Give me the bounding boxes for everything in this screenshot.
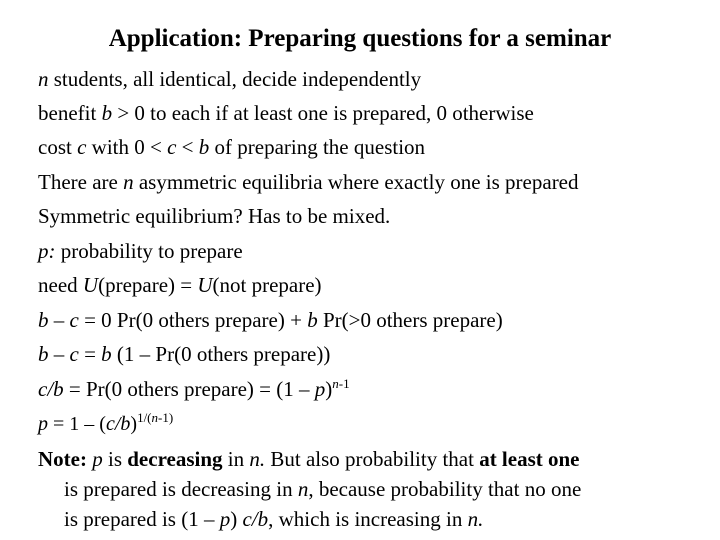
body-line-4: There are n asymmetric equilibria where exactly one is prepared xyxy=(38,170,579,194)
body-line-7: need U(prepare) = U(not prepare) xyxy=(38,273,322,297)
body-line-8: b – c = 0 Pr(0 others prepare) + b Pr(>0 others prepare) xyxy=(38,308,503,332)
body-line-10: c/b = Pr(0 others prepare) = (1 – p)$^{n-1}$ xyxy=(38,376,350,401)
slide-title: Application: Preparing questions for a seminar xyxy=(108,25,612,52)
body-line-3: cost c with 0 < c < b of preparing the question xyxy=(38,135,426,159)
body-line-9: b – c = b (1 – Pr(0 others prepare)) xyxy=(38,342,331,366)
body-line-6: p: probability to prepare xyxy=(38,239,243,263)
body-line-1: n students, all identical, decide independently xyxy=(38,67,422,91)
note-line-2: is prepared is decreasing in n, because probability that no one xyxy=(64,477,582,501)
note-line-1: Note: p is decreasing in n. But also probability that at least one xyxy=(38,447,580,471)
note-line-3: is prepared is (1 – p) c/b, which is increasing in n. xyxy=(64,507,484,531)
body-line-5: Symmetric equilibrium? Has to be mixed. xyxy=(38,204,391,228)
body-line-2: benefit b > 0 to each if at least one is prepared, 0 otherwise xyxy=(38,101,534,125)
body-line-11: $p = 1 - (c/b)^{1/(n-1)}$ xyxy=(38,410,174,435)
